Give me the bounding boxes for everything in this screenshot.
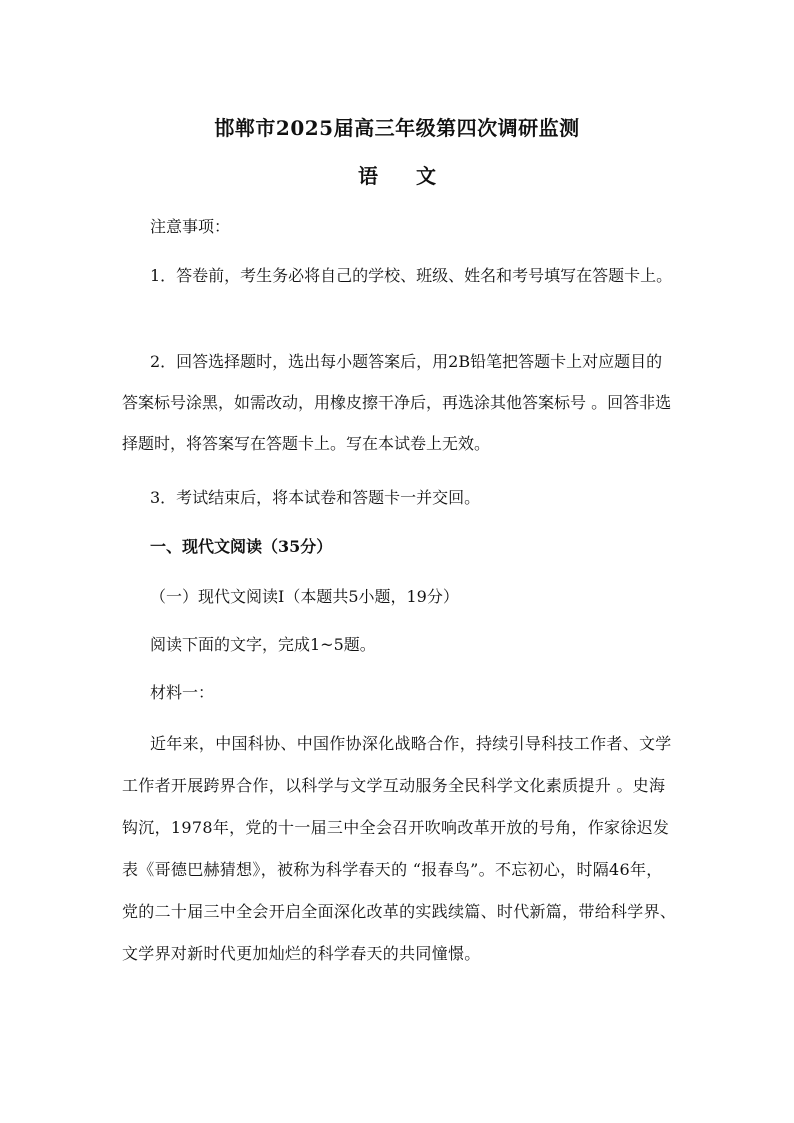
- section-subheading: （一）现代文阅读Ⅰ（本题共5小题，19分）: [150, 587, 459, 606]
- material-label: 材料一：: [150, 683, 215, 702]
- reading-instruction: 阅读下面的文字，完成1~5题。: [150, 635, 376, 654]
- material-text: 近年来，中国科协、中国作协深化战略合作，持续引导科技工作者、文学工作者开展跨界合作，以科学与文学互动服务全民科学文化素质提升 。史海钩沉，1978年，党的十一届三中全会召开吹响改革开放的号角，作家徐迟发表《哥德巴赫猜想》，被称为科学春天的 “报春鸟”。不忘初心，时隔46年，党的二十届三中全会开启全面深化改革的实践续篇、时代新篇，带给科学界、文学界对新时代更加灿烂的科学春天的共同憧憬。: [122, 734, 677, 963]
- notes-heading: 注意事项：: [150, 217, 231, 236]
- note-item-2: 2．回答选择题时，选出每小题答案后，用2B铅笔把答题卡上对应题目的答案标号涂黑，如需改动，用橡皮擦干净后，再选涂其他答案标号 。回答非选择题时，将答案写在答题卡上。写在本试卷上无效。: [122, 352, 672, 453]
- note-item-3: 3．考试结束后，将本试卷和答题卡一并交回。: [150, 488, 481, 507]
- section-heading: 一、现代文阅读（35分）: [150, 537, 333, 556]
- note-item-1: 1．答卷前，考生务必将自己的学校、班级、姓名和考号填写在答题卡上。: [150, 266, 673, 285]
- exam-title: 邯郸市2025届高三年级第四次调研监测: [214, 116, 580, 140]
- exam-subject: 语文: [358, 164, 474, 188]
